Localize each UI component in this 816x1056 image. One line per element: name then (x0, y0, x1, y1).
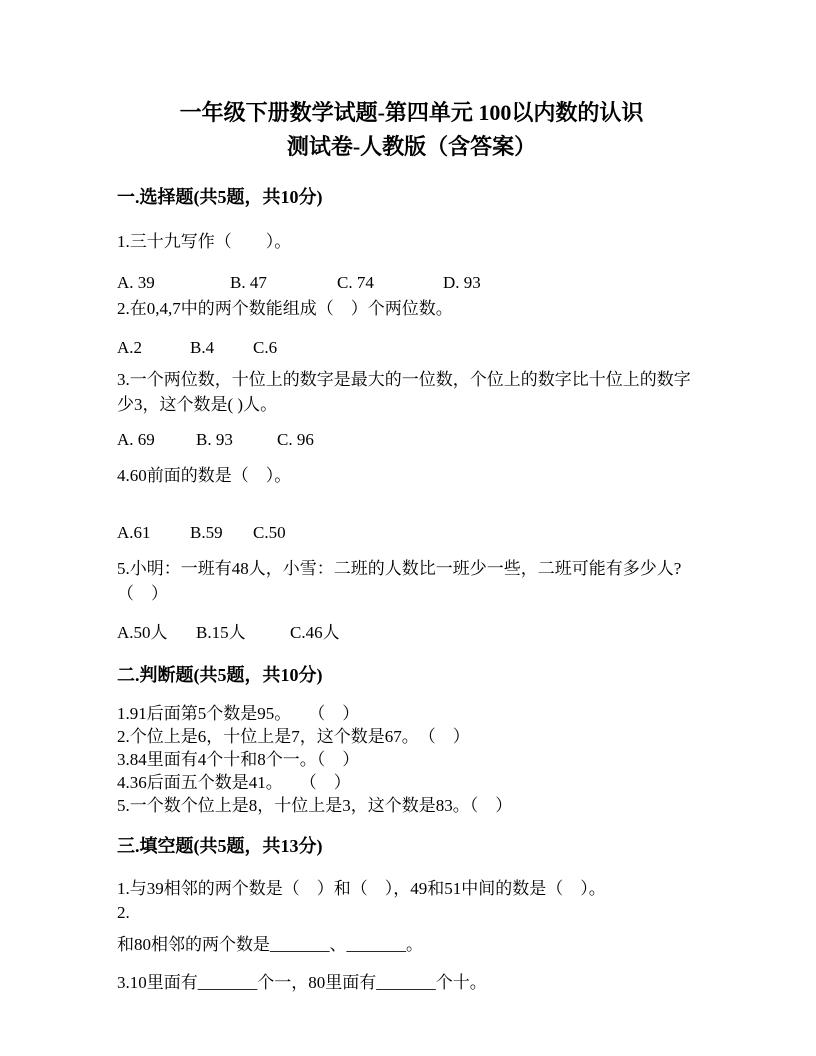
judge-q5: 5.一个数个位上是8，十位上是3，这个数是83。（ ） (117, 796, 513, 815)
option-c: C. 96 (277, 430, 314, 449)
choice-q2-options (117, 337, 706, 359)
option-c: C.50 (253, 523, 286, 542)
choice-q3-text: 3.一个两位数，十位上的数字是最大的一位数，个位上的数字比十位上的数字少3，这个数是( )人。 (117, 370, 691, 414)
option-a: A.50人 (117, 623, 168, 642)
judge-q2: 2.个位上是6，十位上是7，这个数是67。 （ ） (117, 727, 470, 746)
choice-q3-options (117, 429, 706, 451)
section-fill-heading: 三.填空题(共5题，共13分) (117, 836, 323, 856)
page-title (117, 96, 706, 164)
fill-q1: 1.与39相邻的两个数是（ ）和（ ），49和51中间的数是（ ）。 (117, 879, 606, 898)
option-a: A. 39 (117, 273, 155, 292)
fill-q2-text: 和80相邻的两个数是_______、_______。 (117, 935, 423, 954)
choice-q5-text: 5.小明：一班有48人，小雪：二班的人数比一班少一些，二班可能有多少人?（ ） (117, 559, 682, 603)
choice-q4-options (117, 522, 706, 544)
fill-q3: 3.10里面有_______个一，80里面有_______个十。 (117, 973, 487, 992)
option-d: D. 93 (443, 273, 481, 292)
choice-q5-options (117, 622, 706, 644)
choice-q1-options (117, 272, 706, 294)
page-title-line2: 测试卷-人教版（含答案） (286, 134, 537, 159)
option-b: B. 93 (196, 430, 233, 449)
option-c: C.46人 (290, 623, 340, 642)
option-b: B.15人 (196, 623, 246, 642)
option-a: A. 69 (117, 430, 155, 449)
option-a: A.61 (117, 523, 151, 542)
judge-q1: 1.91后面第5个数是95。 （ ） (117, 704, 360, 723)
option-b: B.59 (190, 523, 223, 542)
judge-list (117, 702, 706, 817)
option-a: A.2 (117, 338, 143, 357)
judge-q4: 4.36后面五个数是41。 （ ） (117, 773, 351, 792)
option-b: B.4 (190, 338, 215, 357)
section-judge-heading: 二.判断题(共5题，共10分) (117, 665, 323, 685)
fill-q2-number: 2. (117, 903, 130, 922)
page-title-line1: 一年级下册数学试题-第四单元 100以内数的认识 (179, 100, 644, 125)
option-b: B. 47 (230, 273, 267, 292)
choice-q1-text: 1.三十九写作（ ）。 (117, 232, 292, 251)
choice-q4-text: 4.60前面的数是（ ）。 (117, 466, 292, 485)
judge-q3: 3.84里面有4个十和8个一。（ ） (117, 750, 360, 769)
option-c: C.6 (253, 338, 278, 357)
choice-q2-text: 2.在0,4,7中的两个数能组成（ ）个两位数。 (117, 299, 453, 318)
section-choice-heading: 一.选择题(共5题，共10分) (117, 187, 323, 207)
option-c: C. 74 (337, 273, 374, 292)
